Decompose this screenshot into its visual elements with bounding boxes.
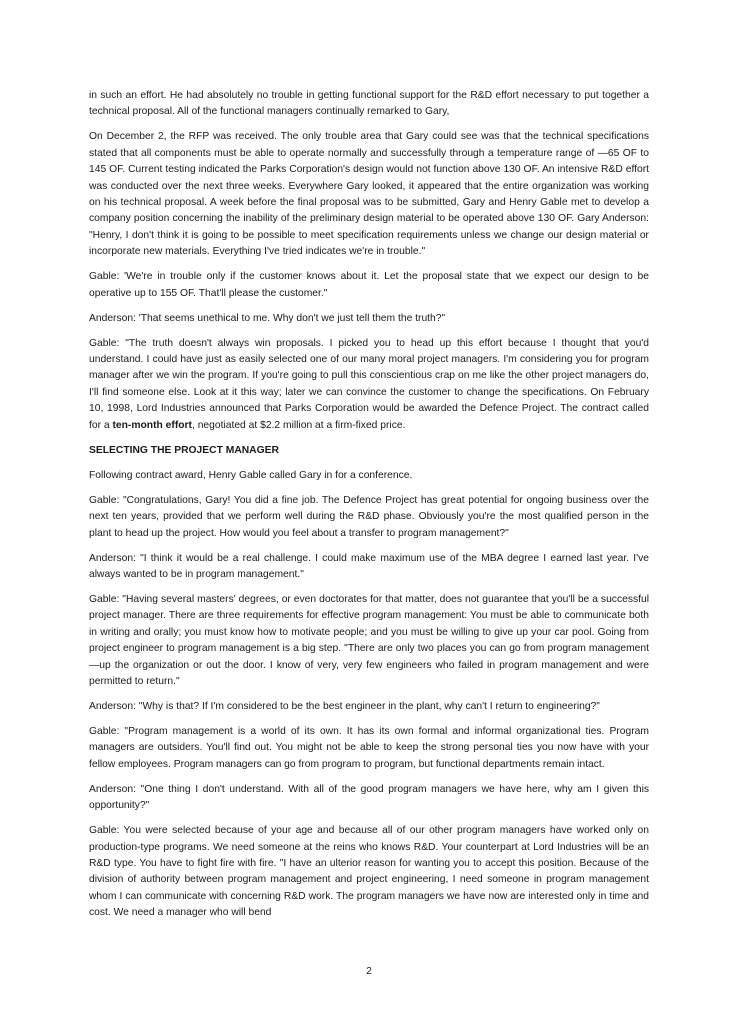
paragraph-5-text-a: Gable: "The truth doesn't always win proposals. I picked you to head up this effort because I thought that you'd understand. I could have just as easily selected one of our many moral project managers. I'm considering you for program manager after we win the program. If you're going to pull this conscientious crap on me like the other project managers do, I'll find someone else. Look at it this way; later we can convince the customer to change the specifications. On February 10, 1998, Lord Industries announced that Parks Corporation would be awarded the Defence Project. The contract called for a bbox=[89, 337, 649, 431]
paragraph-5-text-c: , negotiated at $2.2 million at a firm-fixed price. bbox=[191, 419, 406, 431]
paragraph-11: Gable: "Program management is a world of its own. It has its own formal and informal organizational ties. Program managers are outsiders. You'll find out. You might not be able to keep the strong personal ties you now have with your fellow employees. Program managers can go from program to program, but functional departments remain intact. bbox=[89, 725, 649, 770]
paragraph-1: in such an effort. He had absolutely no trouble in getting functional support for the R&D effort necessary to put together a technical proposal. All of the functional managers continually remarked to Gary, bbox=[89, 90, 649, 118]
paragraph-12: Anderson: "One thing I don't understand. With all of the good program managers we have here, why am I given this opportunity?" bbox=[89, 783, 649, 812]
paragraph-8: Anderson: "I think it would be a real challenge. I could make maximum use of the MBA degree I earned last year. I've always wanted to be in program management." bbox=[89, 552, 649, 580]
paragraph-5-bold: ten-month effort bbox=[112, 419, 192, 431]
page-number: 2 bbox=[366, 966, 372, 977]
paragraph-3: Gable: 'We're in trouble only if the customer knows about it. Let the proposal state that we expect our design to be operative up to 155 OF. That'll please the customer." bbox=[89, 271, 649, 299]
paragraph-13: Gable: You were selected because of your age and because all of our other program managers have worked only on production-type programs. We need someone at the reins who knows R&D. Your counterpart at Lord Industries will be an R&D type. You have to fight fire with fire. "I have an ulterior reason for wanting you to accept this position. Because of the division of authority between program management and project engineering, I need someone in program management whom I can communicate with concerning R&D work. The program managers we have now are interested only in time and cost. We need a manager who will bend bbox=[89, 825, 649, 919]
paragraph-6: Following contract award, Henry Gable called Gary in for a conference. bbox=[89, 469, 413, 481]
section-heading: SELECTING THE PROJECT MANAGER bbox=[89, 444, 279, 456]
document-page bbox=[89, 88, 649, 930]
paragraph-9: Gable: "Having several masters' degrees, or even doctorates for that matter, does not guarantee that you'll be a successful project manager. There are three requirements for effective program management: You must be able to communicate both in writing and orally; you must know how to motivate people; and you must be willing to give up your car pool. Going from project engineer to program management is a big step. "There are only two places you can go from program management—up the organization or out the door. I know of very, very few engineers who failed in program management and were permitted to return." bbox=[89, 593, 649, 687]
paragraph-5 bbox=[89, 336, 649, 434]
paragraph-10: Anderson: "Why is that? If I'm considered to be the best engineer in the plant, why can't I return to engineering?" bbox=[89, 700, 600, 712]
paragraph-2: On December 2, the RFP was received. The only trouble area that Gary could see was that the technical specifications stated that all components must be able to operate normally and successfully through a temperature range of —65 OF to 145 OF. Current testing indicated the Parks Corporation's design would not function above 130 OF. An intensive R&D effort was conducted over the next three weeks. Everywhere Gary looked, it appeared that the entire organization was working on his technical proposal. A week before the final proposal was to be submitted, Gary and Henry Gable met to develop a company position concerning the inability of the preliminary design material to be operated above 130 OF. Gary Anderson: "Henry, I don't think it is going to be possible to meet specification requirements unless we change our design material or incorporate new materials. Everything I've tried indicates we're in trouble." bbox=[89, 131, 649, 258]
paragraph-4: Anderson: 'That seems unethical to me. Why don't we just tell them the truth?" bbox=[89, 312, 446, 324]
paragraph-7: Gable: "Congratulations, Gary! You did a fine job. The Defence Project has great potential for ongoing business over the next ten years, provided that we perform well during the R&D phase. Obviously you're the most qualified person in the plant to head up the project. How would you feel about a transfer to program management?" bbox=[89, 494, 649, 539]
